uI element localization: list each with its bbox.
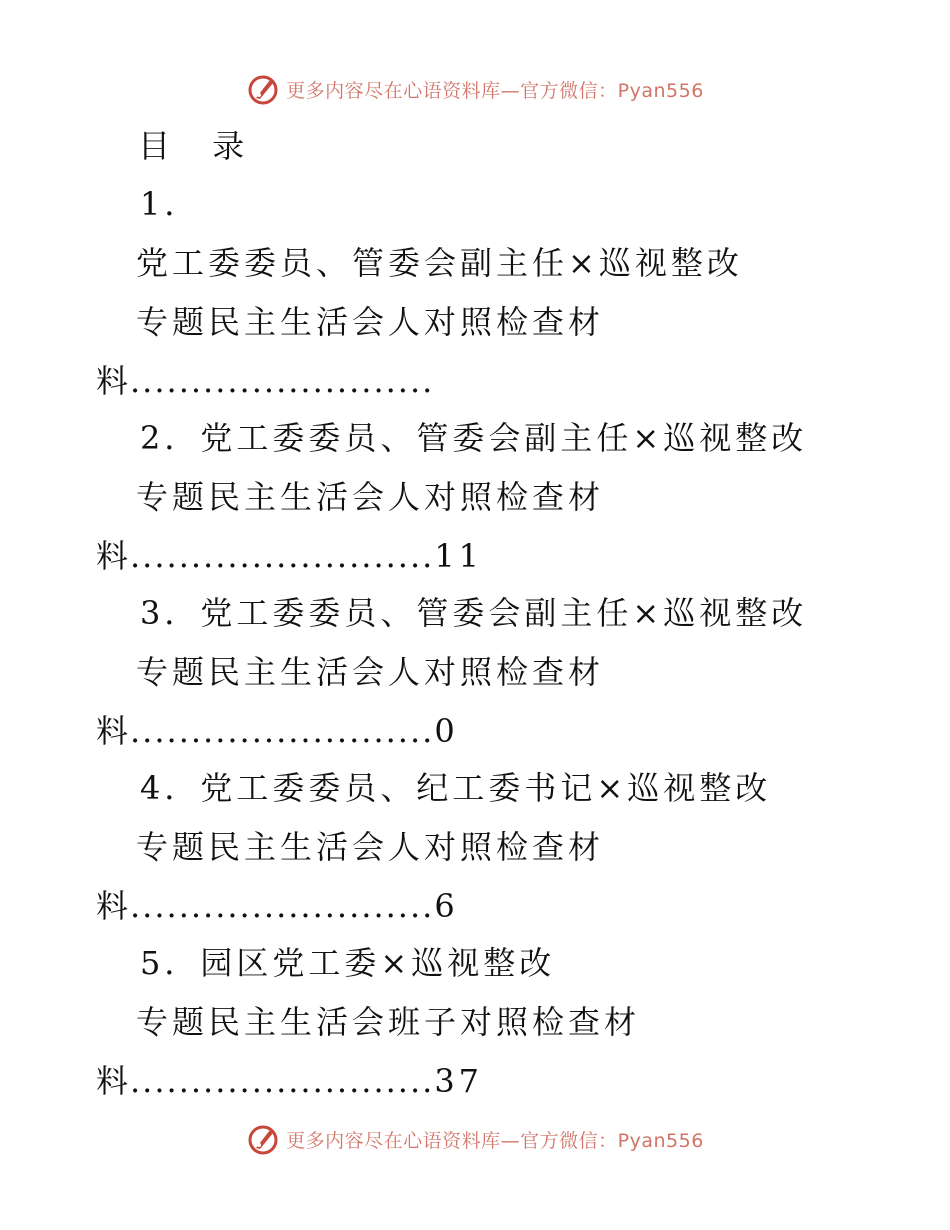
toc-entry-page: 37 xyxy=(434,1062,484,1100)
toc-entry-subtitle: 专题民主生活会人对照检查材 xyxy=(136,303,605,341)
toc-entry-subtitle: 专题民主生活会人对照检查材 xyxy=(136,478,605,516)
toc-title: 目 录 xyxy=(138,127,261,165)
toc-entry-page: 11 xyxy=(434,537,484,575)
toc-entry-title: 党工委委员、管委会副主任×巡视整改 xyxy=(136,244,743,282)
toc-entry-leader: 料.........................11 xyxy=(96,537,484,575)
toc-entry-leader: 料......................... xyxy=(96,362,435,400)
toc-entry-subtitle: 专题民主生活会人对照检查材 xyxy=(136,828,605,866)
footer-watermark xyxy=(0,1122,950,1156)
toc-entry-page: 6 xyxy=(434,887,459,925)
toc-entry-subtitle: 专题民主生活会班子对照检查材 xyxy=(136,1003,641,1041)
toc-entry-leader: 料.........................6 xyxy=(96,887,459,925)
toc-entry-title: 4．党工委委员、纪工委书记×巡视整改 xyxy=(140,769,772,807)
toc-entry-title: 2．党工委委员、管委会副主任×巡视整改 xyxy=(140,419,808,457)
toc-entry-title: 3．党工委委员、管委会副主任×巡视整改 xyxy=(140,594,808,632)
watermark-text: 更多内容尽在心语资料库—官方微信：Pyan556 xyxy=(286,1129,704,1152)
header-watermark xyxy=(0,72,950,106)
watermark-text: 更多内容尽在心语资料库—官方微信：Pyan556 xyxy=(286,79,704,102)
toc-entry-leader: 料.........................37 xyxy=(96,1062,484,1100)
toc-entry-leader: 料.........................0 xyxy=(96,712,459,750)
toc-entry-title: 5．园区党工委×巡视整改 xyxy=(140,944,556,982)
toc-entry-subtitle: 专题民主生活会人对照检查材 xyxy=(136,653,605,691)
quill-pen-logo-icon xyxy=(246,1122,280,1156)
quill-pen-logo-icon xyxy=(246,72,280,106)
toc-entry-page: 0 xyxy=(434,712,459,750)
toc-entry-number: 1． xyxy=(140,185,201,223)
